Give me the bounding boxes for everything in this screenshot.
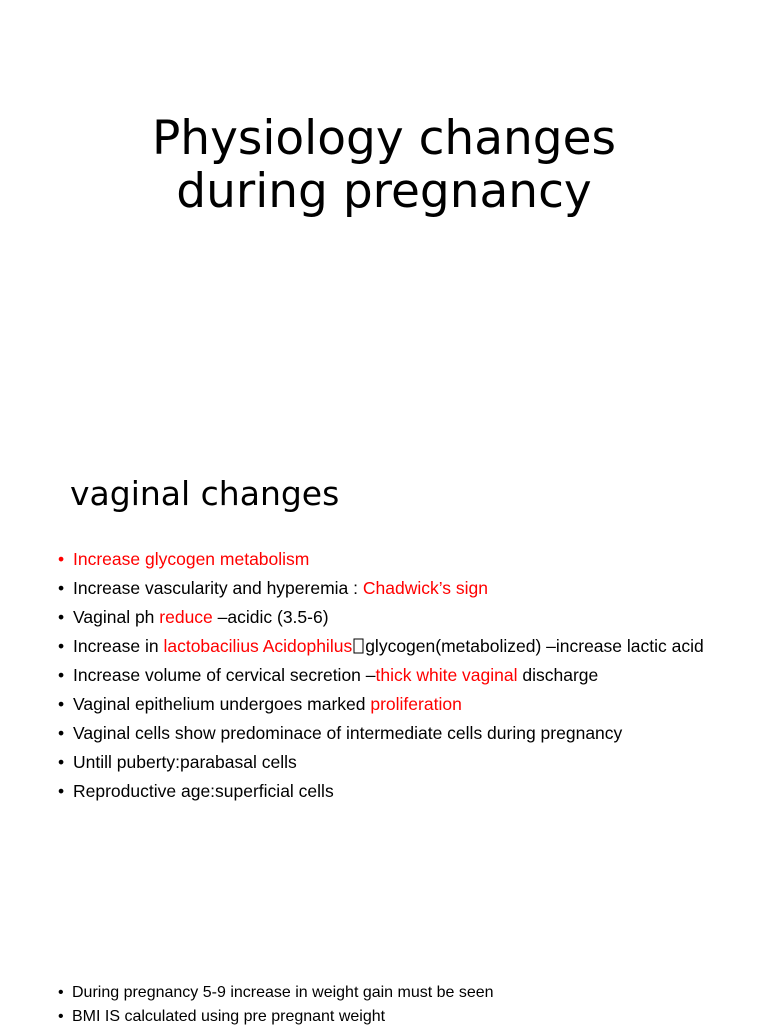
bullet-dot-icon: • — [58, 984, 64, 1001]
list-item — [58, 665, 708, 686]
list-item — [58, 578, 708, 599]
bullet-dot-icon: • — [58, 549, 65, 569]
list-item-text: Increase volume of cervical secretion – — [73, 665, 376, 685]
list-item-highlight: proliferation — [370, 694, 462, 714]
list-item — [58, 1007, 738, 1027]
list-item-text: During pregnancy 5-9 increase in weight gain must be seen — [72, 984, 494, 1001]
weight-gain-slide — [0, 952, 768, 1024]
list-item — [58, 607, 708, 628]
bullet-dot-icon: • — [58, 723, 65, 743]
title-slide — [0, 0, 768, 432]
bullet-dot-icon: • — [58, 636, 65, 656]
slide-title — [0, 112, 768, 218]
list-item — [58, 983, 738, 1003]
list-item — [58, 723, 708, 744]
bullet-dot-icon: • — [58, 665, 65, 685]
list-item-text: Reproductive age:superficial cells — [73, 781, 334, 801]
list-item-text: –acidic (3.5-6) — [212, 607, 329, 627]
list-item-highlight: thick white vaginal — [375, 665, 518, 685]
list-item — [58, 549, 708, 570]
list-item-text: Increase glycogen metabolism — [73, 549, 310, 569]
bullet-dot-icon: • — [58, 752, 65, 772]
bullet-dot-icon: • — [58, 694, 65, 714]
bullet-dot-icon: • — [58, 781, 65, 801]
list-item-text: BMI IS calculated using pre pregnant weight — [72, 1008, 386, 1025]
list-item — [58, 694, 708, 715]
list-item-text: discharge — [517, 665, 599, 685]
list-item-text: Vaginal epithelium undergoes marked — [73, 694, 371, 714]
slide-title-line-2: during pregnancy — [176, 164, 592, 219]
slide-title-line-1: Physiology changes — [151, 111, 617, 166]
list-item-highlight: reduce — [159, 607, 213, 627]
list-item-text: Increase vascularity and hyperemia : — [73, 578, 363, 598]
vaginal-changes-list — [58, 549, 708, 810]
list-item — [58, 636, 708, 657]
list-item-text: glycogen(metabolized) –increase lactic acid — [365, 636, 704, 656]
list-item-text: Increase in — [73, 636, 164, 656]
list-item-text: Vaginal ph — [73, 607, 160, 627]
list-item-text: Untill puberty:parabasal cells — [73, 752, 297, 772]
bullet-dot-icon: • — [58, 607, 65, 627]
list-item-text: Vaginal cells show predominace of intermediate cells during pregnancy — [73, 723, 623, 743]
vaginal-changes-slide — [0, 432, 768, 952]
section-heading: vaginal changes — [70, 474, 340, 513]
bullet-dot-icon: • — [58, 578, 65, 598]
list-item-highlight: lactobacilius Acidophilus — [163, 636, 353, 656]
list-item — [58, 752, 708, 773]
bullet-dot-icon: • — [58, 1008, 64, 1025]
missing-glyph-icon — [353, 638, 364, 654]
list-item — [58, 781, 708, 802]
list-item-highlight: Chadwick’s sign — [362, 578, 489, 598]
